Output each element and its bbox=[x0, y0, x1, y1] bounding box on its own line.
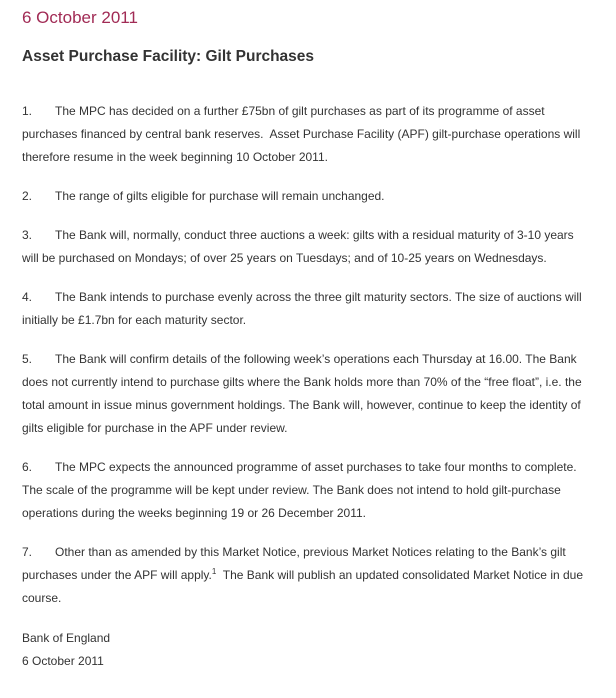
paragraph-number: 7. bbox=[22, 545, 33, 559]
paragraph-text: The Bank intends to purchase evenly across the three gilt maturity sectors. The size of auctions will initially be £1.7bn for each maturity sector. bbox=[22, 290, 586, 327]
signature-date: 6 October 2011 bbox=[22, 654, 104, 668]
paragraph-number: 3. bbox=[22, 228, 33, 242]
paragraph-number: 2. bbox=[22, 189, 33, 203]
paragraph-text: The Bank will, normally, conduct three auctions a week: gilts with a residual maturity of 3-10 years will be purchased on Mondays; of over 25 years on Tuesdays; and of 10-25 years on Wednesdays. bbox=[22, 228, 578, 265]
footnote-reference: 1 bbox=[211, 567, 217, 576]
paragraph-text: The Bank will confirm details of the following week’s operations each Thursday at 16.00. The Bank does not currently intend to purchase gilts where the Bank holds more than 70% of the “free float”, i.e. the total amount in issue minus government holdings. The Bank will, however, continue to keep the identity of gilts eligible for purchase in the APF under review. bbox=[22, 352, 585, 435]
notice-paragraph-7 bbox=[22, 541, 592, 610]
signature-org: Bank of England bbox=[22, 631, 111, 645]
notice-date: 6 October 2011 bbox=[22, 8, 138, 27]
paragraph-number: 4. bbox=[22, 290, 33, 304]
paragraph-text: The range of gilts eligible for purchase will remain unchanged. bbox=[55, 189, 385, 203]
signature-block bbox=[22, 627, 592, 673]
notice-paragraph-6 bbox=[22, 456, 592, 525]
notice-paragraph-2 bbox=[22, 185, 592, 208]
paragraph-text: The MPC expects the announced programme of asset purchases to take four months to complete. The scale of the programme will be kept under review. The Bank does not intend to hold gilt-purchase operations during the weeks beginning 19 or 26 December 2011. bbox=[22, 460, 580, 520]
paragraph-text: The Bank will publish an updated consolidated Market Notice in due course. bbox=[22, 568, 587, 605]
paragraph-number: 1. bbox=[22, 104, 33, 118]
notice-title: Asset Purchase Facility: Gilt Purchases bbox=[22, 48, 315, 65]
notice-paragraph-5 bbox=[22, 348, 592, 440]
paragraph-text: Other than as amended by this Market Notice, previous Market Notices relating to the Bank’s gilt purchases under the APF will apply. bbox=[22, 545, 570, 582]
paragraph-number: 5. bbox=[22, 352, 33, 366]
paragraph-number: 6. bbox=[22, 460, 33, 474]
paragraph-text: The MPC has decided on a further £75bn of gilt purchases as part of its programme of asset purchases financed by central bank reserves. Asset Purchase Facility (APF) gilt-purchase operations will therefore resume in the week beginning 10 October 2011. bbox=[22, 104, 584, 164]
notice-paragraph-1 bbox=[22, 100, 592, 169]
notice-paragraph-4 bbox=[22, 286, 592, 332]
notice-paragraph-3 bbox=[22, 224, 592, 270]
